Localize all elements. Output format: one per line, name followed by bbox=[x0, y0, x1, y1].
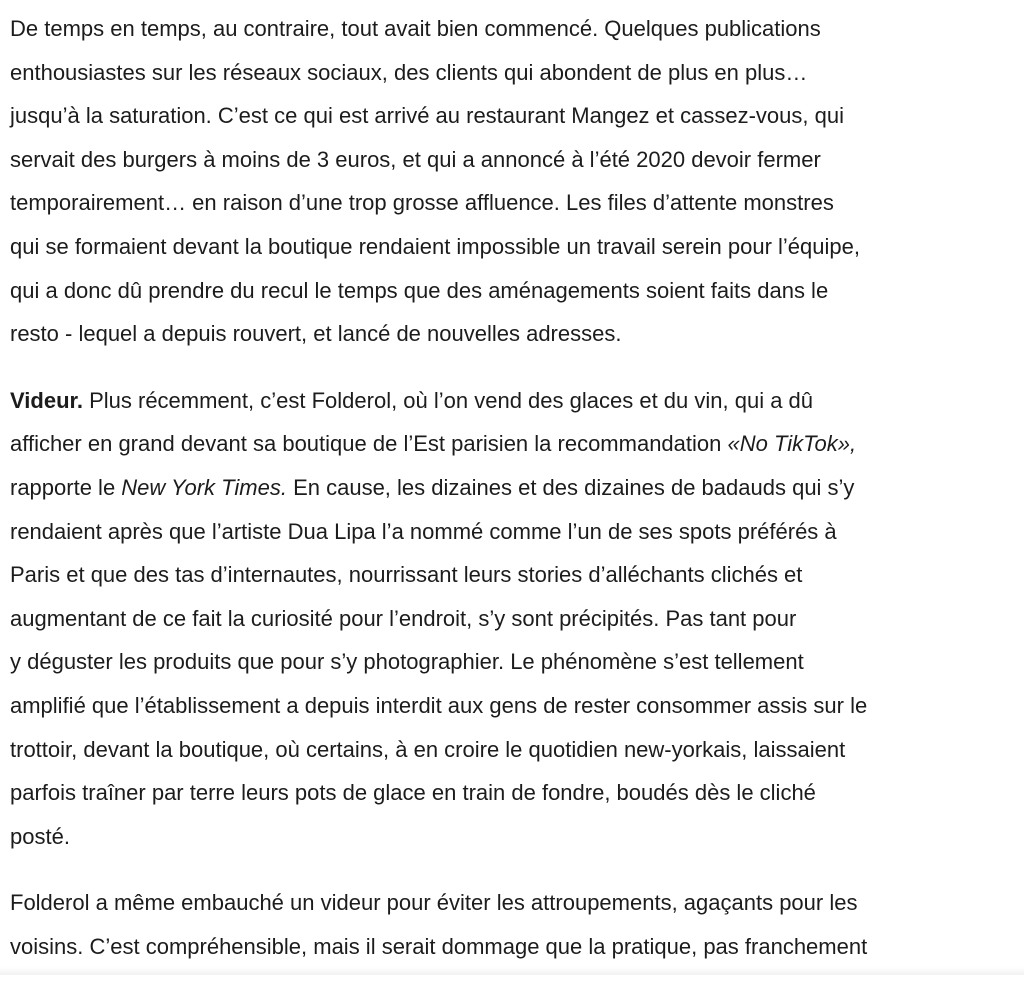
text-line bbox=[10, 422, 1016, 466]
quote-no-tiktok: «No TikTok», bbox=[727, 431, 857, 457]
text-line: Paris et que des tas d’internautes, nourrissant leurs stories d’alléchants clichés et bbox=[10, 562, 803, 588]
paragraph-1 bbox=[10, 7, 1016, 356]
text-line: augmentant de ce fait la curiosité pour l’endroit, s’y sont précipités. Pas tant pour bbox=[10, 605, 797, 631]
text-line: amplifié que l’établissement a depuis interdit aux gens de rester consommer assis sur le bbox=[10, 692, 868, 718]
text-line: Folderol a même embauché un videur pour éviter les attroupements, agaçants pour les bbox=[10, 890, 858, 916]
text-line: qui se formaient devant la boutique rendaient impossible un travail serein pour l’équipe, bbox=[10, 233, 860, 259]
text-line: voisins. C’est compréhensible, mais il serait dommage que la pratique, pas franchement bbox=[10, 933, 868, 959]
paragraph-lead: Videur. bbox=[10, 387, 83, 413]
bottom-edge-shadow bbox=[0, 967, 1024, 975]
text-line bbox=[10, 379, 1016, 423]
text-line: y déguster les produits que pour s’y photographier. Le phénomène s’est tellement bbox=[10, 649, 804, 675]
text-segment: afficher en grand devant sa boutique de l’Est parisien la recommandation bbox=[10, 431, 728, 457]
text-line: resto - lequel a depuis rouvert, et lancé de nouvelles adresses. bbox=[10, 321, 622, 347]
paragraph-2 bbox=[10, 379, 1016, 859]
text-segment: En cause, les dizaines et des dizaines de badauds qui s’y bbox=[286, 474, 855, 500]
text-line: temporairement… en raison d’une trop grosse affluence. Les files d’attente monstres bbox=[10, 190, 834, 216]
text-segment: Plus récemment, c’est Folderol, où l’on vend des glaces et du vin, qui a dû bbox=[82, 387, 814, 413]
text-line: posté. bbox=[10, 823, 70, 849]
text-line: parfois traîner par terre leurs pots de glace en train de fondre, boudés dès le cliché bbox=[10, 780, 816, 806]
text-line: servait des burgers à moins de 3 euros, et qui a annoncé à l’été 2020 devoir fermer bbox=[10, 146, 821, 172]
text-line: qui a donc dû prendre du recul le temps que des aménagements soient faits dans le bbox=[10, 277, 829, 303]
text-line: De temps en temps, au contraire, tout avait bien commencé. Quelques publications bbox=[10, 16, 821, 41]
text-line: enthousiastes sur les réseaux sociaux, des clients qui abondent de plus en plus… bbox=[10, 59, 808, 85]
text-line: trottoir, devant la boutique, où certains, à en croire le quotidien new-yorkais, laissaient bbox=[10, 736, 846, 762]
text-line: jusqu’à la saturation. C’est ce qui est arrivé au restaurant Mangez et cassez-vous, qui bbox=[10, 103, 844, 129]
text-segment: rapporte le bbox=[10, 474, 122, 500]
article-body bbox=[10, 7, 1016, 991]
paragraph-3 bbox=[10, 881, 1016, 968]
source-new-york-times: New York Times. bbox=[121, 474, 287, 500]
text-line bbox=[10, 466, 1016, 510]
text-line: rendaient après que l’artiste Dua Lipa l’a nommé comme l’un de ses spots préférés à bbox=[10, 518, 837, 544]
